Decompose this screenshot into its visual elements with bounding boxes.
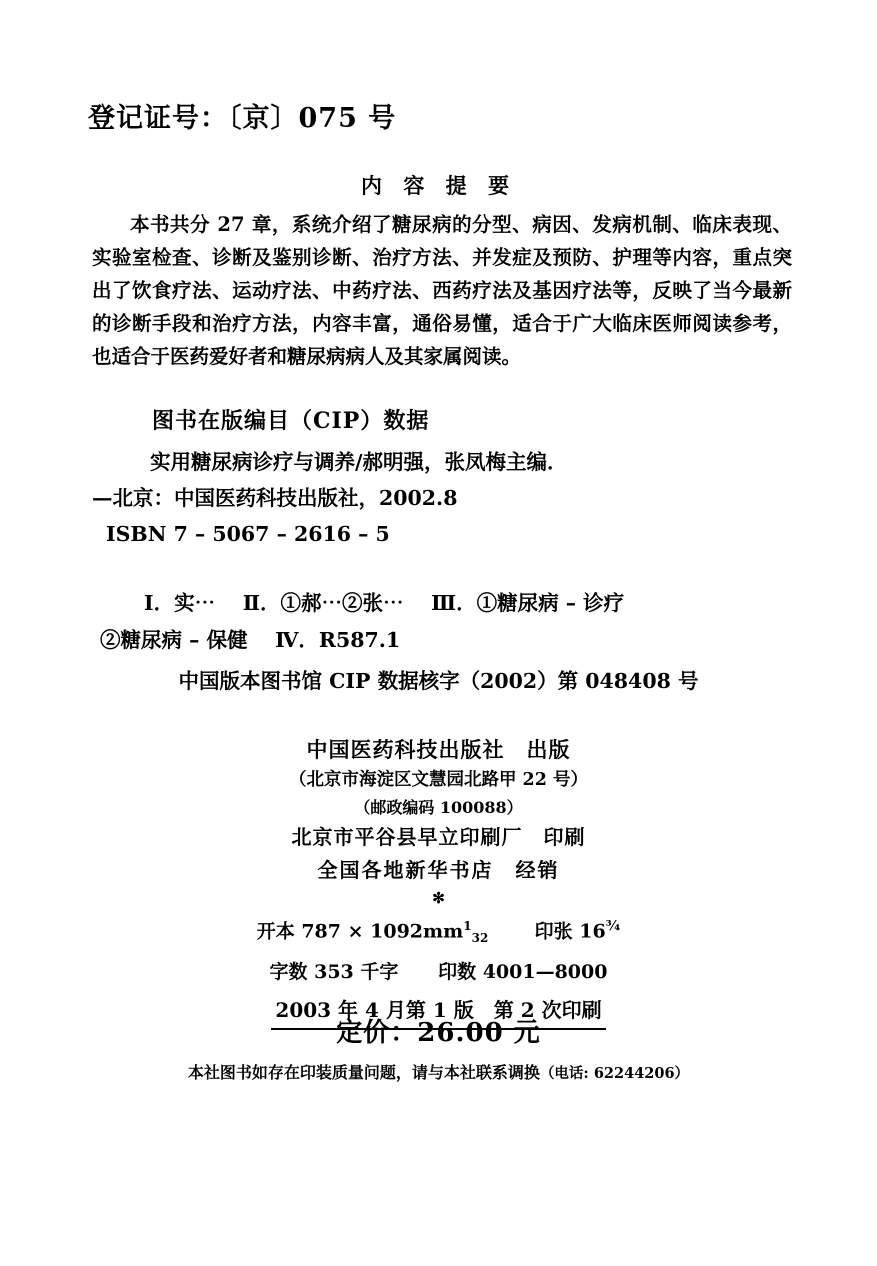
quality-notice-text: 本社图书如存在印装质量问题，请与本社联系调换 xyxy=(187,1063,540,1082)
quality-notice xyxy=(0,1060,877,1083)
colophon-words: 字数 353 千字 xyxy=(269,961,399,984)
colophon xyxy=(0,734,877,1030)
colophon-distributor: 全国各地新华书店 经销 xyxy=(317,858,560,882)
colophon-format-sub: 32 xyxy=(471,931,489,946)
colophon-address: （北京市海淀区文慧园北路甲 22 号） xyxy=(288,770,589,790)
registration-number: 登记证号：〔京〕075 号 xyxy=(88,103,397,134)
asterisk-divider-icon: ✻ xyxy=(432,889,445,907)
colophon-words-row xyxy=(0,955,877,989)
colophon-printer: 北京市平谷县早立印刷厂 印刷 xyxy=(291,825,586,849)
colophon-sheets-label: 印张 16 xyxy=(534,920,606,943)
cip-classification-line-2: ②糖尿病 – 保健 Ⅳ．R587.1 xyxy=(100,628,401,652)
abstract-title: 内 容 提 要 xyxy=(361,173,516,198)
colophon-edition: 2003 年 4 月第 1 版 第 2 次印刷 xyxy=(271,993,605,1030)
colophon-format-label: 开本 787 × 1092mm xyxy=(256,920,464,943)
colophon-copies: 印数 4001—8000 xyxy=(438,961,608,984)
colophon-publisher: 中国医药科技出版社 出版 xyxy=(306,737,571,762)
cip-classification xyxy=(92,585,852,659)
colophon-zip: （邮政编码 100088） xyxy=(354,798,523,817)
cip-classification-line-1: Ⅰ．实⋯ Ⅱ．①郝⋯②张⋯ Ⅲ．①糖尿病 – 诊疗 xyxy=(144,591,625,615)
abstract-body xyxy=(92,208,792,373)
cip-publisher-line: —北京：中国医药科技出版社，2002.8 xyxy=(92,486,458,510)
price: 定价：26.00 元 xyxy=(336,1018,541,1048)
cip-registration-number: 中国版本图书馆 CIP 数据核字（2002）第 048408 号 xyxy=(178,669,699,693)
cip-body xyxy=(92,444,812,552)
quality-notice-phone: （电话: 62244206） xyxy=(539,1065,690,1082)
colophon-format-row xyxy=(0,909,877,955)
abstract-paragraph: 本书共分 27 章，系统介绍了糖尿病的分型、病因、发病机制、临床表现、实验室检查、诊断及鉴别诊断、治疗方法、并发症及预防、护理等内容，重点突出了饮食疗法、运动疗法、中药疗法、西药疗法及基因疗法等，反映了当今最新的诊断手段和治疗方法，内容丰富，通俗易懂，适合于广大临床医师阅读参考，也适合于医药爱好者和糖尿病病人及其家属阅读。 xyxy=(92,213,792,368)
colophon-sheets-fraction: ¾ xyxy=(605,918,621,934)
cip-isbn-line: ISBN 7 – 5067 – 2616 – 5 xyxy=(106,522,390,546)
colophon-format-sup: 1 xyxy=(463,919,472,933)
cip-heading: 图书在版编目（CIP）数据 xyxy=(152,408,430,434)
cip-title-line: 实用糖尿病诊疗与调养/郝明强，张凤梅主编． xyxy=(150,450,568,474)
